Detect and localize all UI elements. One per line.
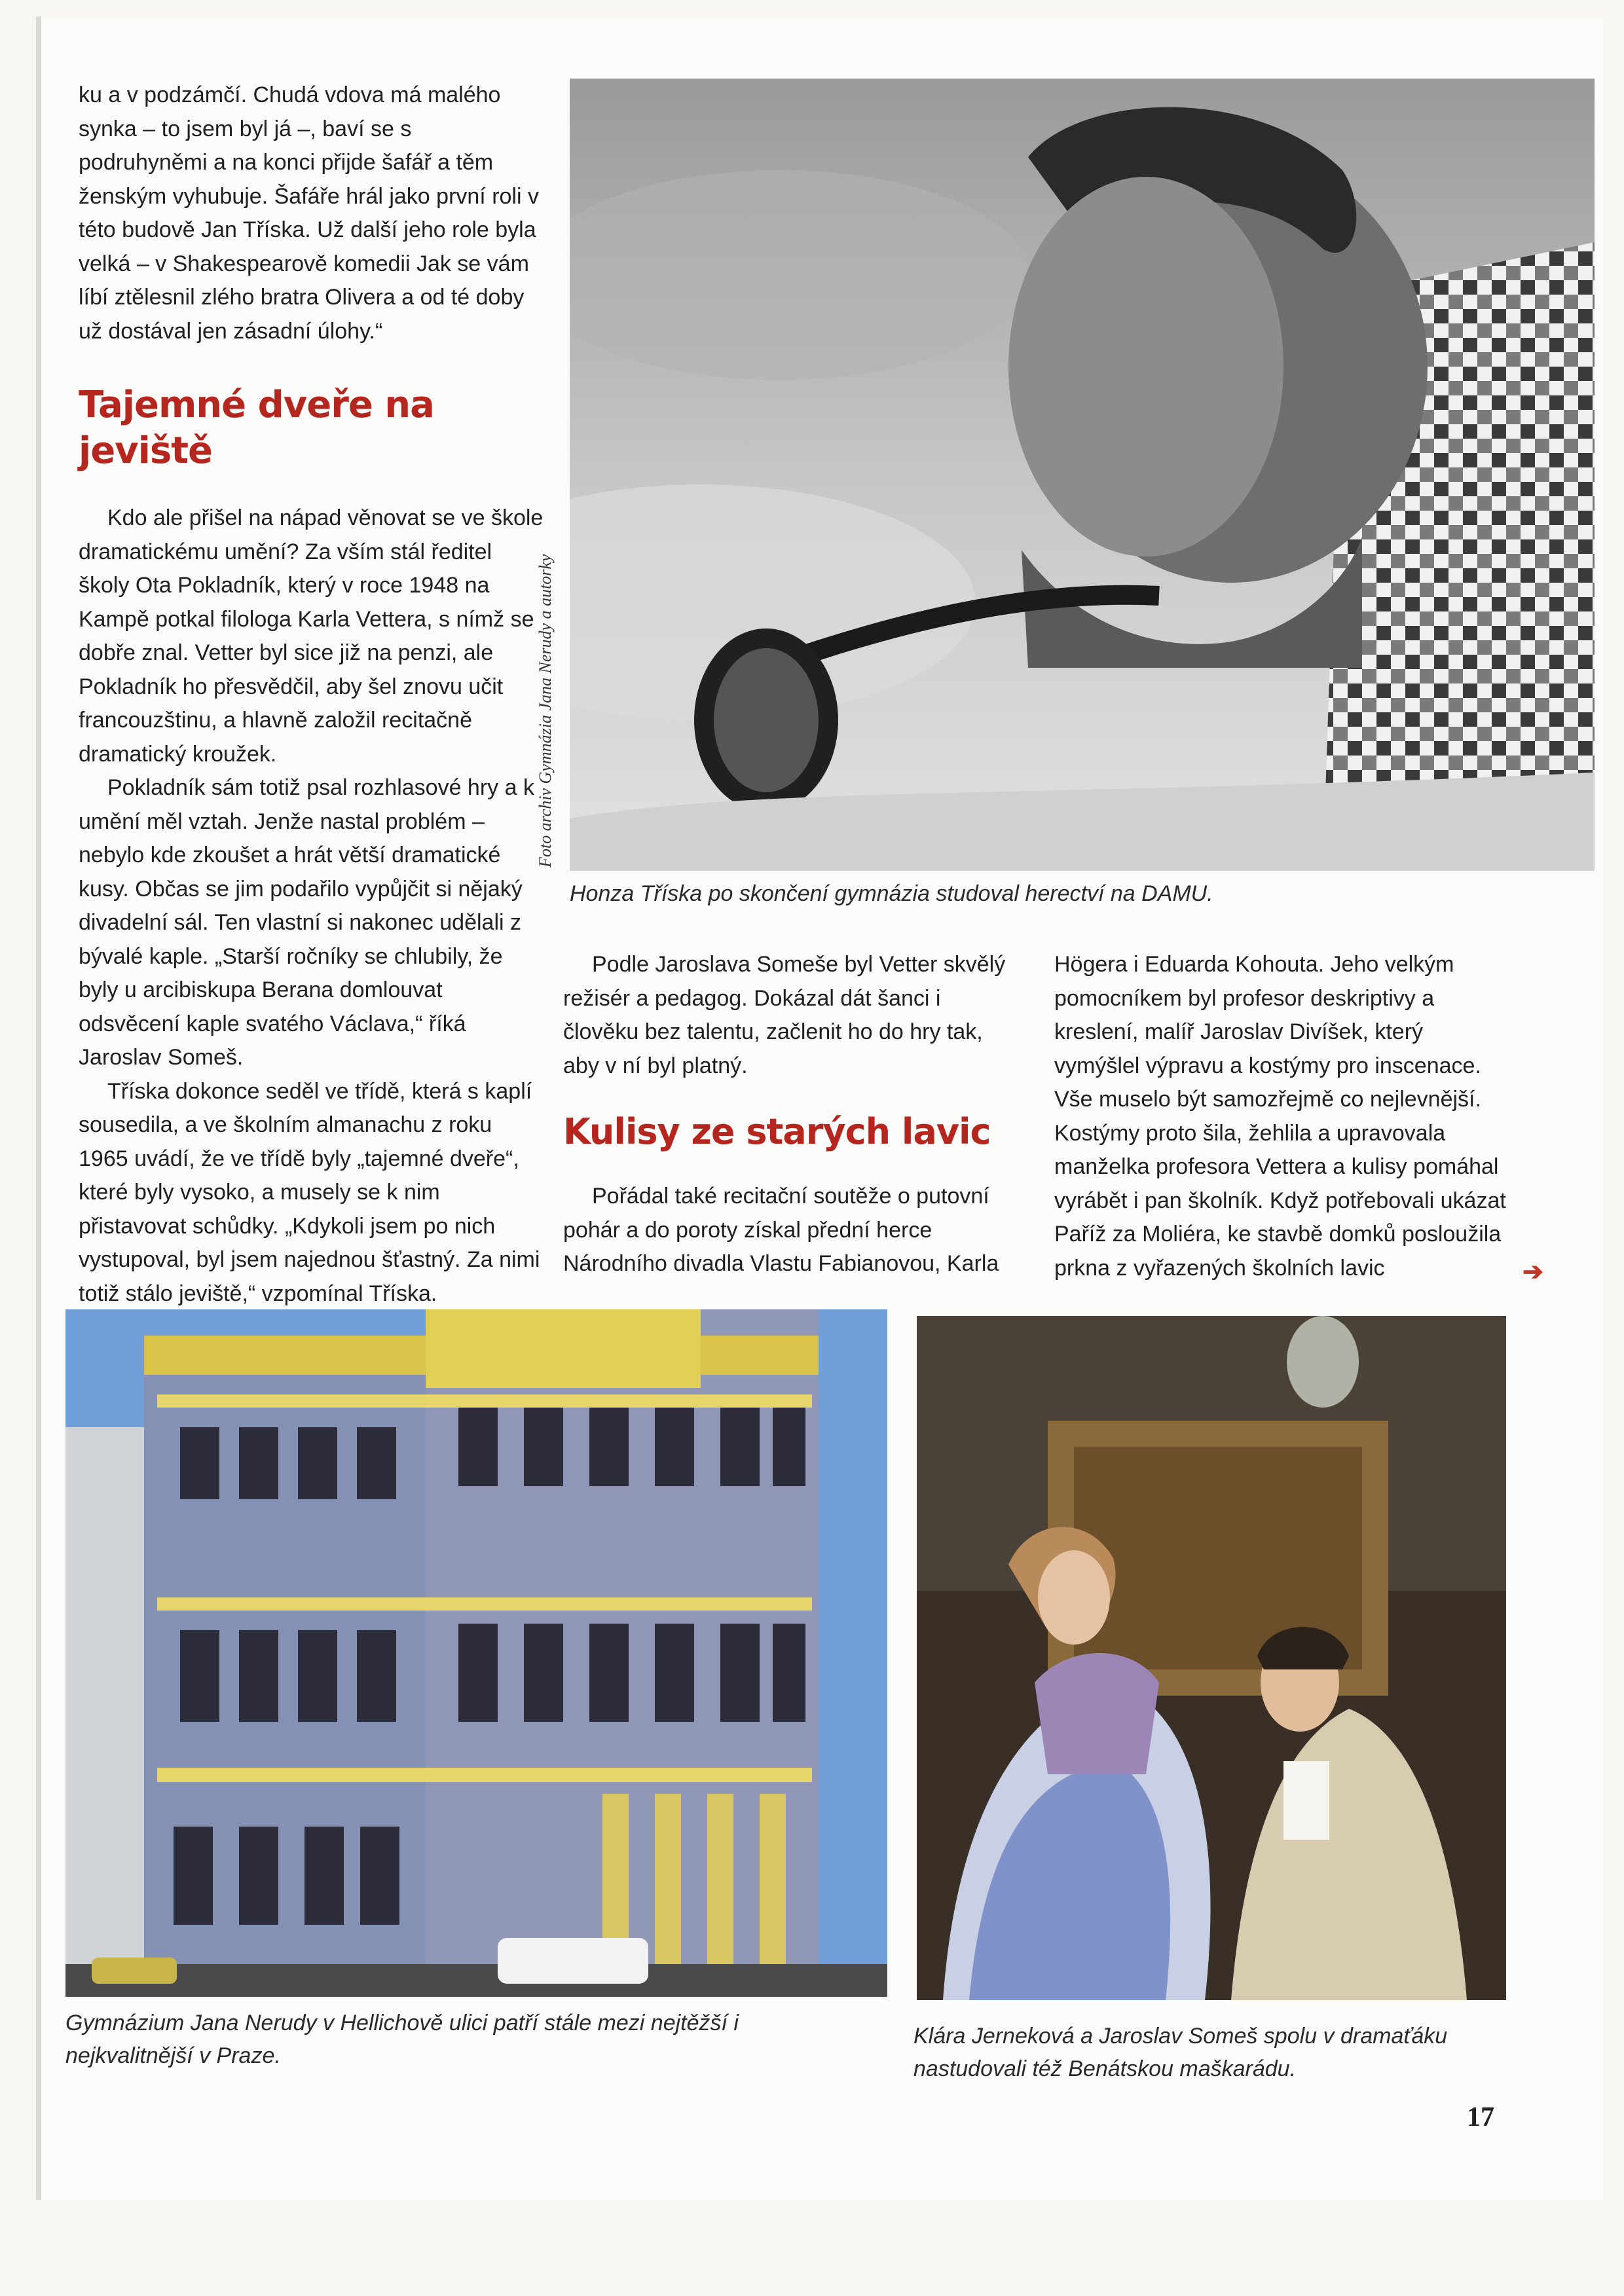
paragraph xyxy=(1054,948,1513,1285)
paragraph: Pořádal také recitační soutěže o putovní pohár a do poroty získal přední herce Národního divadla Vlastu Fabianovou, Karla xyxy=(563,1184,999,1276)
portrait-image xyxy=(570,79,1595,871)
stage-image xyxy=(917,1316,1506,2000)
continue-arrow-icon: ➔ xyxy=(1522,1258,1543,1286)
building-caption: Gymnázium Jana Nerudy v Hellichově ulici patří stále mezi nejtěžší i nejkvalitnější v Praze. xyxy=(65,2011,739,2068)
paragraph: Podle Jaroslava Someše byl Vetter skvělý režisér a pedagog. Dokázal dát šanci i člověku bez talentu, začlenit ho do hry tak, aby v ní byl platný. xyxy=(563,952,1006,1078)
paragraph-intro: ku a v podzámčí. Chudá vdova má malého synka – to jsem byl já –, baví se s podruhyněmi a na konci přijde šafář a těm ženským vyhubuje. Šafáře hrál jako první roli v této budově Jan Tříska. Už další jeho role byla velká – v Shakespearově komedii Jak se vám líbí ztělesnil zlého bratra Olivera a od té doby už dostával jen zásadní úlohy.“ xyxy=(79,82,539,344)
portrait-caption: Honza Tříska po skončení gymnázia studoval herectví na DAMU. xyxy=(570,881,1213,906)
school-building-photo xyxy=(65,1309,887,1997)
building-image xyxy=(65,1309,887,1997)
stage-performance-photo xyxy=(917,1316,1506,2000)
section-heading-kulisy: Kulisy ze starých lavic xyxy=(563,1111,991,1152)
portrait-photo xyxy=(570,79,1595,871)
column-middle xyxy=(563,948,1022,1281)
column-right xyxy=(1054,948,1513,1285)
paragraph-text: Högera i Eduarda Kohouta. Jeho velkým pomocníkem byl profesor deskriptivy a kreslení, malíř Jaroslav Divíšek, který vymýšlel výpravu a kostýmy pro inscenace. Vše muselo být samozřejmě co nejlevnější. Kostýmy proto šila, žehlila a upravovala manželka profesora Vettera a kulisy pomáhal vyrábět i pan školník. Když potřebovali ukázat Paříž za Moliéra, ke stavbě domků posloužila prkna z vyřazených školních lavic xyxy=(1054,952,1506,1281)
paragraph: Pokladník sám totiž psal rozhlasové hry a k umění měl vztah. Jenže nastal problém – nebylo kde zkoušet a hrát větší dramatické kusy. Občas se jim podařilo vypůjčit si nějaký divadelní sál. Ten vlastní si nakonec udělali z bývalé kaple. „Starší ročníky se chlubily, že byly u arcibiskupa Berana domlouvat odsvěcení kaple svatého Václava,“ říká Jaroslav Someš. xyxy=(79,775,534,1070)
column-left xyxy=(79,79,544,1311)
paragraph: Kdo ale přišel na nápad věnovat se ve škole dramatickému umění? Za vším stál ředitel školy Ota Pokladník, který v roce 1948 na Kampě potkal filologa Karla Vettera, s nímž se dobře znal. Vetter byl sice již na penzi, ale Pokladník ho přesvědčil, aby šel znovu učit francouzštinu, a hlavně založil recitačně dramatický kroužek. xyxy=(79,505,544,767)
photo-credit: Foto archiv Gymnázia Jana Nerudy a autorky xyxy=(536,554,555,867)
section-heading-tajemne-dvere: Tajemné dveře na jeviště xyxy=(79,384,434,472)
stage-caption: Klára Jerneková a Jaroslav Someš spolu v dramaťáku nastudovali též Benátskou maškarádu. xyxy=(913,2024,1448,2081)
page-number: 17 xyxy=(1467,2102,1494,2132)
paragraph: Tříska dokonce seděl ve třídě, která s kaplí sousedila, a ve školním almanachu z roku 1965 uvádí, že ve třídě byly „tajemné dveře“, které byly vysoko, a musely se k nim přistavovat schůdky. „Kdykoli jsem po nich vystupoval, byl jsem najednou šťastný. Za nimi totiž stálo jeviště,“ vzpomínal Tříska. xyxy=(79,1078,540,1306)
